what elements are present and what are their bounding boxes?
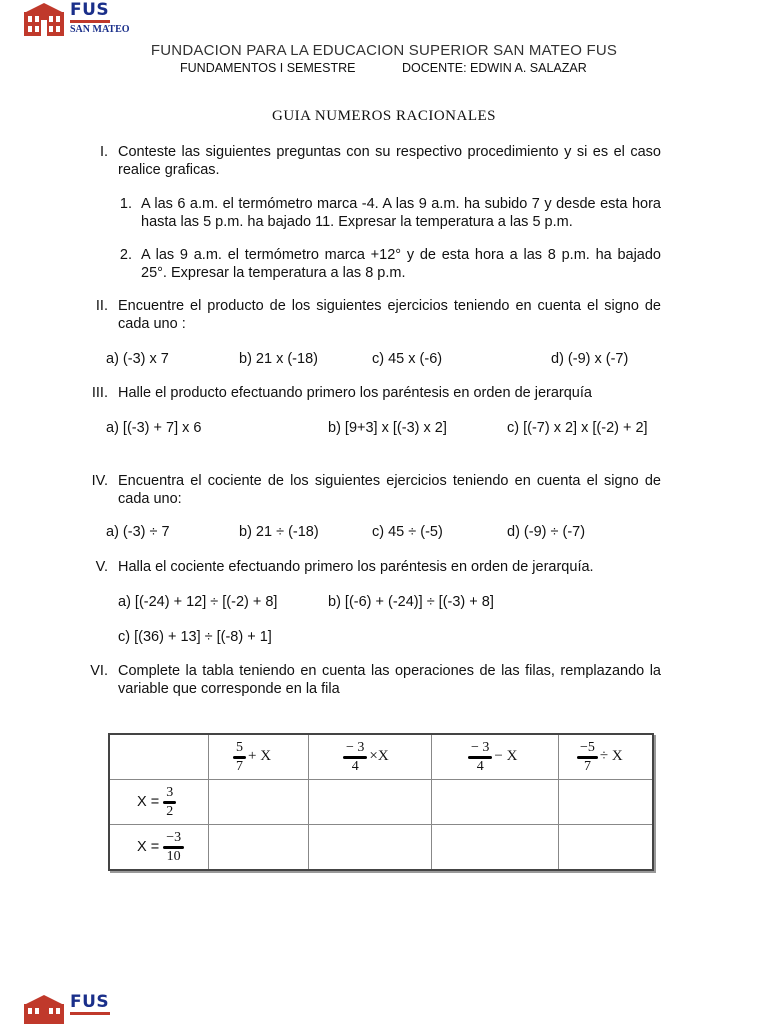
fraction-denominator: 10: [166, 848, 181, 864]
column-operation: + X: [248, 748, 272, 765]
exercise-4b: b) 21 ÷ (-18): [239, 524, 319, 540]
exercise-2c: c) 45 x (-6): [372, 351, 443, 367]
answer-cell[interactable]: [559, 825, 654, 871]
section-3-numeral: III.: [91, 385, 108, 401]
answer-cell[interactable]: [432, 825, 559, 871]
answer-cell[interactable]: [309, 780, 432, 825]
question-1-number: 1.: [119, 196, 132, 212]
question-1-text: A las 6 a.m. el termómetro marca -4. A las 9 a.m. ha subido 7 y desde esta hora hasta las 5 p.m. ha bajado 11. Expresar la temperatura a las 5 p.m.: [141, 196, 661, 230]
institution-logo: [22, 2, 130, 38]
exercise-2a: a) (-3) x 7: [106, 351, 169, 367]
building-logo-icon: [22, 994, 66, 1024]
section-2-text: Encuentre el producto de los siguientes ejercicios teniendo en cuenta el signo de cada uno :: [118, 298, 661, 332]
fraction-denominator: 7: [583, 758, 591, 774]
exercise-5a: a) [(-24) + 12] ÷ [(-2) + 8]: [118, 594, 278, 610]
teacher-name: DOCENTE: EDWIN A. SALAZAR: [402, 61, 587, 75]
building-logo-icon: [22, 2, 66, 38]
section-1-numeral: I.: [99, 144, 108, 160]
logo-text: FUS: [70, 0, 110, 20]
section-4-numeral: IV.: [91, 473, 108, 489]
table-row: [109, 780, 653, 825]
row-label-cell: [109, 825, 209, 871]
exercise-4c: c) 45 ÷ (-5): [372, 524, 443, 540]
row-label-cell: [109, 780, 209, 825]
answer-cell[interactable]: [559, 780, 654, 825]
logo-subtext: SAN MATEO: [70, 24, 130, 35]
exercise-3a: a) [(-3) + 7] x 6: [106, 420, 202, 436]
section-3-text: Halle el producto efectuando primero los paréntesis en orden de jerarquía: [118, 385, 592, 401]
row-label: X =: [137, 838, 160, 855]
course-name: FUNDAMENTOS I SEMESTRE: [180, 61, 356, 75]
exercise-3b: b) [9+3] x [(-3) x 2]: [328, 420, 447, 436]
fraction-denominator: 4: [351, 758, 359, 774]
logo-text: FUS: [70, 992, 110, 1012]
table-header-row: [109, 734, 653, 780]
fraction-numerator: − 3: [346, 739, 365, 755]
column-operation: ÷ X: [599, 748, 623, 765]
table-header-cell: [209, 734, 309, 780]
answer-cell[interactable]: [432, 780, 559, 825]
fraction-numerator: 5: [236, 739, 243, 755]
exercise-2d: d) (-9) x (-7): [551, 351, 629, 367]
fraction-denominator: 7: [236, 758, 243, 774]
table-corner-cell: [109, 734, 209, 780]
table-header-cell: [309, 734, 432, 780]
section-6-text: Complete la tabla teniendo en cuenta las operaciones de las filas, remplazando la variable que corresponde en la fila: [118, 663, 661, 697]
fraction-numerator: −3: [166, 829, 182, 845]
fraction-denominator: 2: [166, 803, 174, 819]
question-2-number: 2.: [119, 247, 132, 263]
section-5-text: Halla el cociente efectuando primero los paréntesis en orden de jerarquía.: [118, 559, 594, 575]
answer-cell[interactable]: [309, 825, 432, 871]
answer-cell[interactable]: [209, 825, 309, 871]
fraction-denominator: 4: [476, 758, 484, 774]
row-label: X =: [137, 793, 160, 810]
fraction-numerator: −5: [580, 739, 595, 755]
section-4-text: Encuentra el cociente de los siguientes ejercicios teniendo en cuenta el signo de cada uno:: [118, 473, 661, 507]
institution-name: FUNDACION PARA LA EDUCACION SUPERIOR SAN MATEO FUS: [150, 42, 618, 59]
exercise-5c: c) [(36) + 13] ÷ [(-8) + 1]: [118, 629, 272, 645]
exercise-4a: a) (-3) ÷ 7: [106, 524, 170, 540]
exercise-4d: d) (-9) ÷ (-7): [507, 524, 586, 540]
fraction-numerator: 3: [166, 784, 174, 800]
table-header-cell: [432, 734, 559, 780]
column-operation: − X: [494, 748, 518, 765]
table-row: [109, 825, 653, 871]
operations-table: [108, 733, 654, 871]
exercise-2b: b) 21 x (-18): [239, 351, 318, 367]
exercise-3c: c) [(-7) x 2] x [(-2) + 2]: [507, 420, 648, 436]
section-5-numeral: V.: [95, 559, 108, 575]
document-title: GUIA NUMEROS RACIONALES: [271, 108, 496, 124]
answer-cell[interactable]: [209, 780, 309, 825]
column-operation: ×X: [369, 748, 389, 765]
section-6-numeral: VI.: [90, 663, 108, 679]
table-header-cell: [559, 734, 654, 780]
institution-logo-footer: [22, 994, 110, 1024]
question-2-text: A las 9 a.m. el termómetro marca +12° y de esta hora a las 8 p.m. ha bajado 25°. Expresar la temperatura a las 8 p.m.: [141, 247, 661, 281]
section-1-text: Conteste las siguientes preguntas con su respectivo procedimiento y si es el caso realice graficas.: [118, 144, 661, 178]
fraction-numerator: − 3: [471, 739, 490, 755]
exercise-5b: b) [(-6) + (-24)] ÷ [(-3) + 8]: [328, 594, 494, 610]
section-2-numeral: II.: [95, 298, 108, 314]
